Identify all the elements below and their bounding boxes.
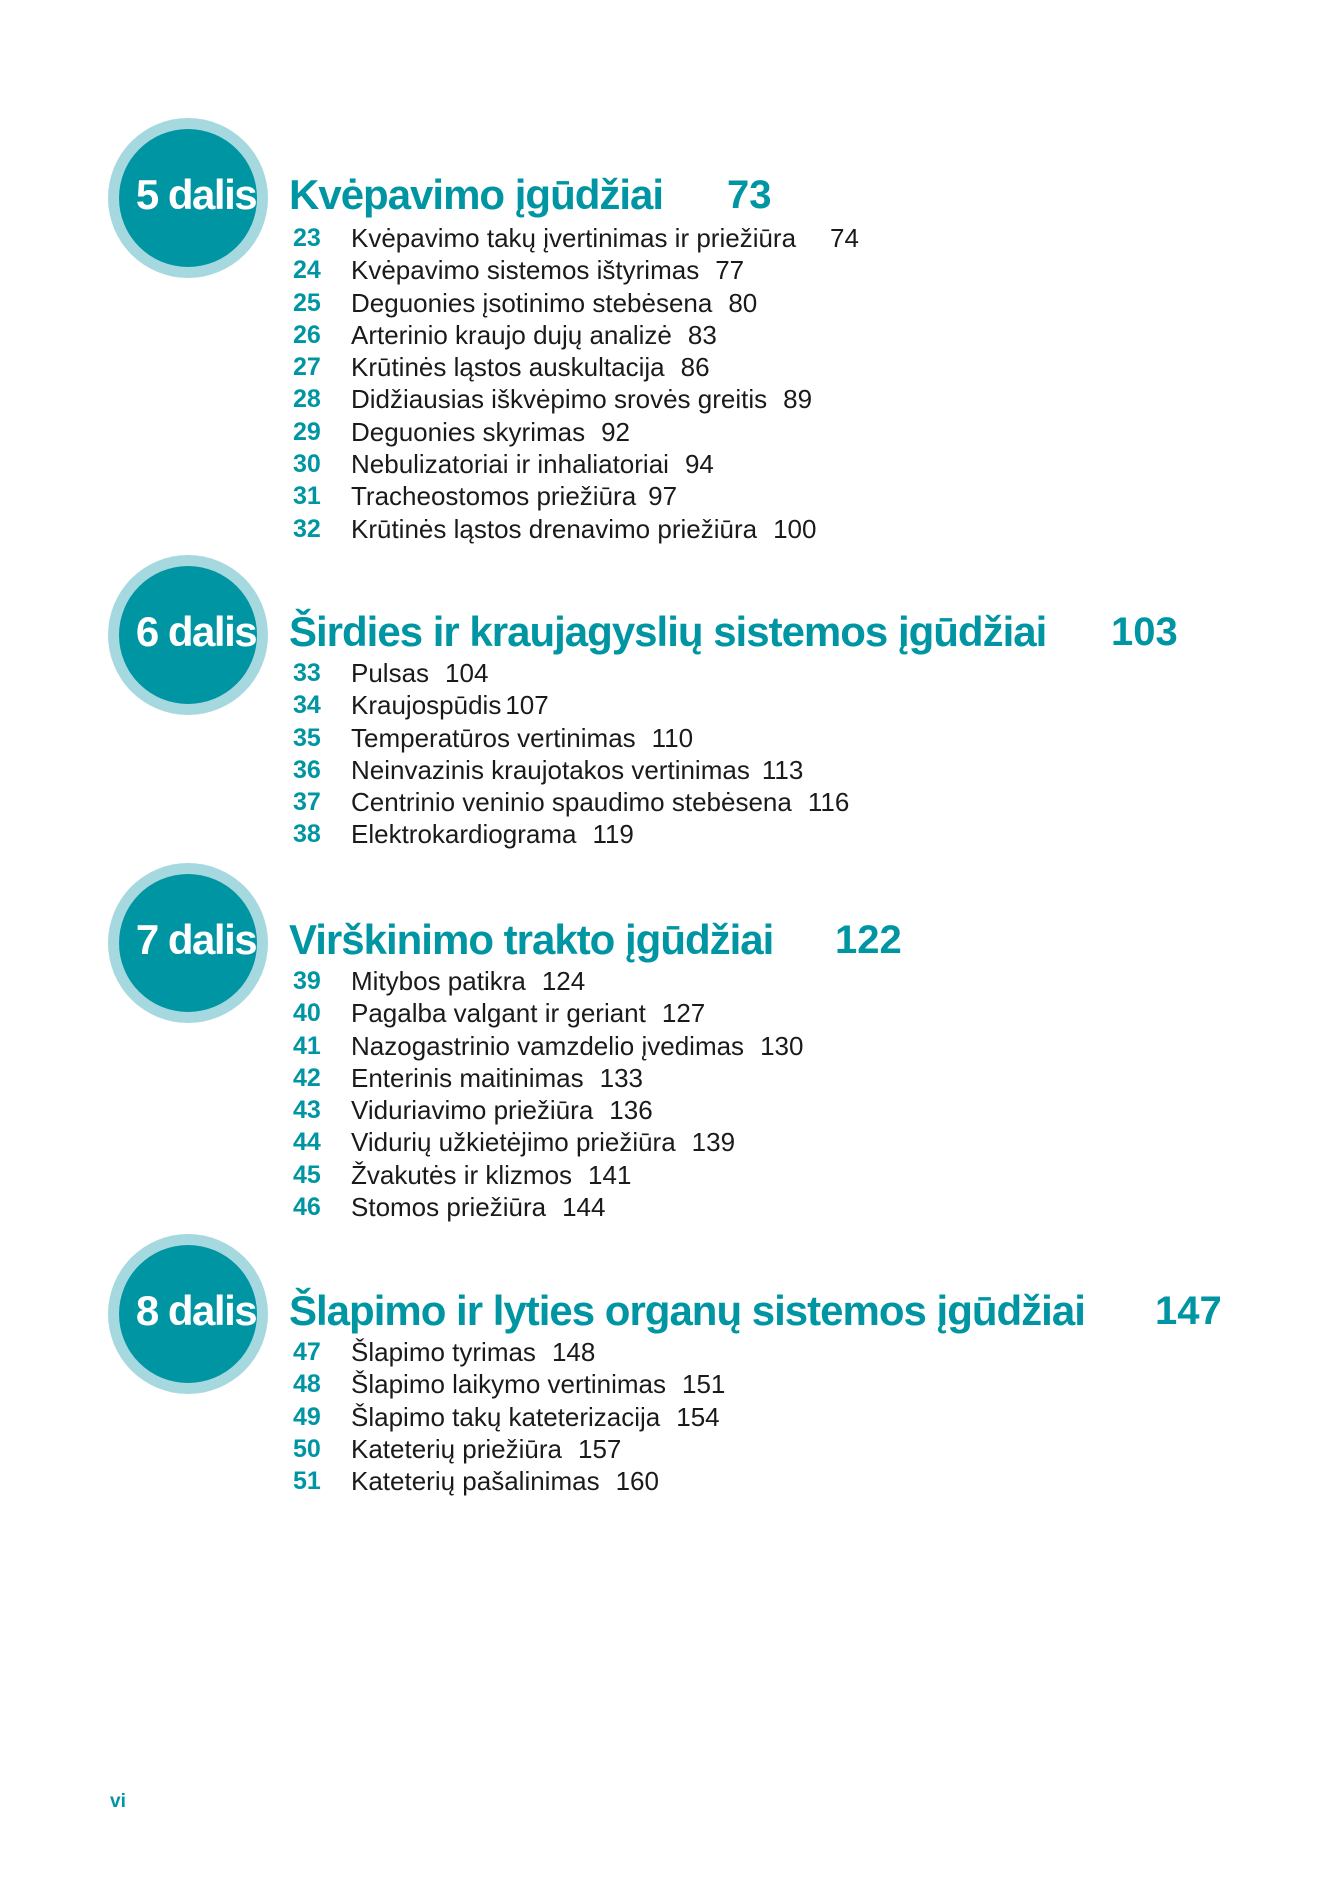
chapter-list [0, 657, 1339, 851]
chapter-page: 94 [684, 449, 714, 480]
part-title[interactable]: Širdies ir kraujagyslių sistemos įgūdžiai [289, 608, 1047, 655]
chapter-title: Didžiausias iškvėpimo srovės greitis [351, 384, 768, 415]
chapter-item[interactable] [0, 351, 1339, 383]
chapter-list [0, 965, 1339, 1223]
chapter-item[interactable] [0, 997, 1339, 1029]
chapter-number: 45 [293, 1160, 321, 1189]
chapter-number: 43 [293, 1096, 321, 1125]
part-badge-label: 7 dalis [135, 916, 257, 963]
chapter-number: 50 [293, 1434, 321, 1463]
part-badge-label: 5 dalis [135, 171, 257, 218]
chapter-title: Kateterių priežiūra [351, 1433, 562, 1464]
chapter-title: Kvėpavimo sistemos ištyrimas [351, 255, 700, 286]
chapter-title: Šlapimo laikymo vertinimas [351, 1369, 666, 1400]
chapter-list [0, 1336, 1339, 1497]
chapter-title: Enterinis maitinimas [351, 1062, 584, 1093]
chapter-number: 23 [293, 224, 321, 252]
chapter-number: 42 [293, 1063, 321, 1092]
chapter-item[interactable] [0, 657, 1339, 689]
chapter-title: Pagalba valgant ir geriant [351, 998, 646, 1029]
part-page-number[interactable]: 147 [1155, 1289, 1222, 1333]
chapter-item[interactable] [0, 818, 1339, 850]
chapter-page: 116 [807, 787, 850, 818]
chapter-item[interactable] [0, 722, 1339, 754]
chapter-title: Vidurių užkietėjimo priežiūra [351, 1127, 676, 1158]
chapter-number: 47 [293, 1338, 321, 1366]
chapter-page: 92 [601, 416, 631, 447]
chapter-page: 154 [676, 1401, 720, 1432]
footer-page-number: vi [110, 1791, 126, 1812]
chapter-page: 77 [715, 255, 745, 286]
chapter-title: Deguonies įsotinimo stebėsena [351, 287, 713, 318]
chapter-page: 136 [609, 1095, 653, 1126]
part-page-number[interactable]: 103 [1111, 610, 1178, 654]
chapter-number: 30 [293, 450, 321, 479]
chapter-item[interactable] [0, 416, 1339, 448]
part-title[interactable]: Šlapimo ir lyties organų sistemos įgūdžiai [289, 1287, 1085, 1334]
chapter-title: Nebulizatoriai ir inhaliatoriai [351, 449, 669, 480]
chapter-item[interactable] [0, 448, 1339, 480]
part-page-number[interactable]: 122 [835, 918, 902, 962]
chapter-item[interactable] [0, 689, 1339, 721]
chapter-page: 119 [592, 819, 634, 850]
chapter-page: 124 [541, 966, 586, 996]
chapter-item[interactable] [0, 1062, 1339, 1094]
chapter-item[interactable] [0, 1465, 1339, 1497]
chapter-item[interactable] [0, 383, 1339, 415]
chapter-title: Kraujospūdis [351, 690, 502, 721]
part-title[interactable]: Kvėpavimo įgūdžiai [289, 171, 664, 218]
chapter-number: 35 [293, 723, 321, 752]
chapter-page: 113 [761, 754, 804, 785]
chapter-number: 25 [293, 288, 321, 317]
chapter-title: Šlapimo tyrimas [351, 1337, 536, 1367]
chapter-item[interactable] [0, 754, 1339, 786]
chapter-item[interactable] [0, 1191, 1339, 1223]
chapter-number: 40 [293, 999, 321, 1028]
chapter-number: 24 [293, 256, 321, 285]
chapter-number: 49 [293, 1402, 321, 1431]
chapter-item[interactable] [0, 513, 1339, 545]
chapter-item[interactable] [0, 480, 1339, 512]
chapter-title: Viduriavimo priežiūra [351, 1095, 594, 1126]
chapter-number: 33 [293, 659, 321, 687]
chapter-title: Žvakutės ir klizmos [351, 1159, 573, 1190]
chapter-item[interactable] [0, 319, 1339, 351]
chapter-number: 46 [293, 1193, 321, 1222]
chapter-number: 38 [293, 820, 321, 849]
chapter-page: 74 [830, 223, 859, 253]
chapter-page: 97 [648, 481, 678, 512]
chapter-page: 104 [445, 658, 489, 688]
chapter-title: Tracheostomos priežiūra [351, 481, 637, 512]
chapter-item[interactable] [0, 287, 1339, 319]
chapter-title: Stomos priežiūra [351, 1192, 547, 1223]
chapter-title: Temperatūros vertinimas [351, 722, 636, 753]
chapter-title: Kateterių pašalinimas [351, 1466, 600, 1497]
chapter-item[interactable] [0, 222, 1339, 254]
part-badge-label: 8 dalis [135, 1287, 257, 1334]
chapter-number: 26 [293, 320, 321, 349]
chapter-page: 151 [681, 1369, 726, 1400]
chapter-title: Deguonies skyrimas [351, 416, 586, 447]
chapter-page: 86 [680, 352, 710, 383]
chapter-page: 89 [783, 384, 813, 415]
chapter-item[interactable] [0, 1433, 1339, 1465]
chapter-item[interactable] [0, 965, 1339, 997]
chapter-page: 130 [760, 1030, 804, 1061]
chapter-page: 83 [687, 319, 717, 350]
chapter-title: Nazogastrinio vamzdelio įvedimas [351, 1030, 745, 1061]
chapter-number: 48 [293, 1370, 321, 1399]
chapter-page: 148 [551, 1337, 596, 1367]
chapter-title: Mitybos patikra [351, 966, 526, 996]
chapter-item[interactable] [0, 254, 1339, 286]
chapter-number: 34 [293, 691, 321, 720]
chapter-number: 29 [293, 417, 321, 446]
chapter-number: 37 [293, 788, 321, 817]
part-badge-label: 6 dalis [135, 608, 257, 655]
chapter-title: Arterinio kraujo dujų analizė [351, 319, 672, 350]
chapter-item[interactable] [0, 1368, 1339, 1400]
chapter-page: 157 [578, 1433, 622, 1464]
chapter-page: 144 [562, 1192, 606, 1223]
chapter-title: Krūtinės ląstos auskultacija [351, 352, 665, 383]
chapter-title: Neinvazinis kraujotakos vertinimas [351, 754, 750, 785]
chapter-page: 80 [728, 287, 758, 318]
chapter-number: 27 [293, 353, 321, 382]
chapter-page: 107 [505, 690, 549, 721]
chapter-page: 127 [661, 998, 706, 1029]
chapter-number: 39 [293, 967, 321, 995]
chapter-item[interactable] [0, 786, 1339, 818]
chapter-number: 28 [293, 385, 321, 414]
chapter-list [0, 222, 1339, 545]
chapter-title: Šlapimo takų kateterizacija [351, 1401, 661, 1432]
chapter-number: 36 [293, 755, 321, 784]
chapter-title: Krūtinės ląstos drenavimo priežiūra [351, 513, 758, 544]
chapter-page: 100 [773, 513, 817, 544]
chapter-title: Kvėpavimo takų įvertinimas ir priežiūra [351, 223, 797, 253]
chapter-title: Pulsas [351, 658, 430, 688]
chapter-number: 51 [293, 1467, 321, 1496]
chapter-item[interactable] [0, 1159, 1339, 1191]
chapter-item[interactable] [0, 1094, 1339, 1126]
chapter-title: Centrinio veninio spaudimo stebėsena [351, 787, 792, 818]
chapter-page: 160 [615, 1466, 659, 1497]
chapter-item[interactable] [0, 1336, 1339, 1368]
chapter-title: Elektrokardiograma [351, 819, 577, 850]
chapter-page: 139 [691, 1127, 736, 1158]
chapter-number: 31 [293, 482, 321, 511]
chapter-page: 133 [599, 1062, 644, 1093]
part-page-number[interactable]: 73 [727, 173, 772, 217]
chapter-item[interactable] [0, 1126, 1339, 1158]
chapter-item[interactable] [0, 1401, 1339, 1433]
chapter-number: 44 [293, 1128, 321, 1157]
chapter-number: 41 [293, 1031, 321, 1060]
part-title[interactable]: Virškinimo trakto įgūdžiai [289, 916, 774, 963]
chapter-item[interactable] [0, 1030, 1339, 1062]
chapter-number: 32 [293, 514, 321, 543]
chapter-page: 110 [651, 722, 694, 753]
chapter-page: 141 [588, 1159, 632, 1190]
